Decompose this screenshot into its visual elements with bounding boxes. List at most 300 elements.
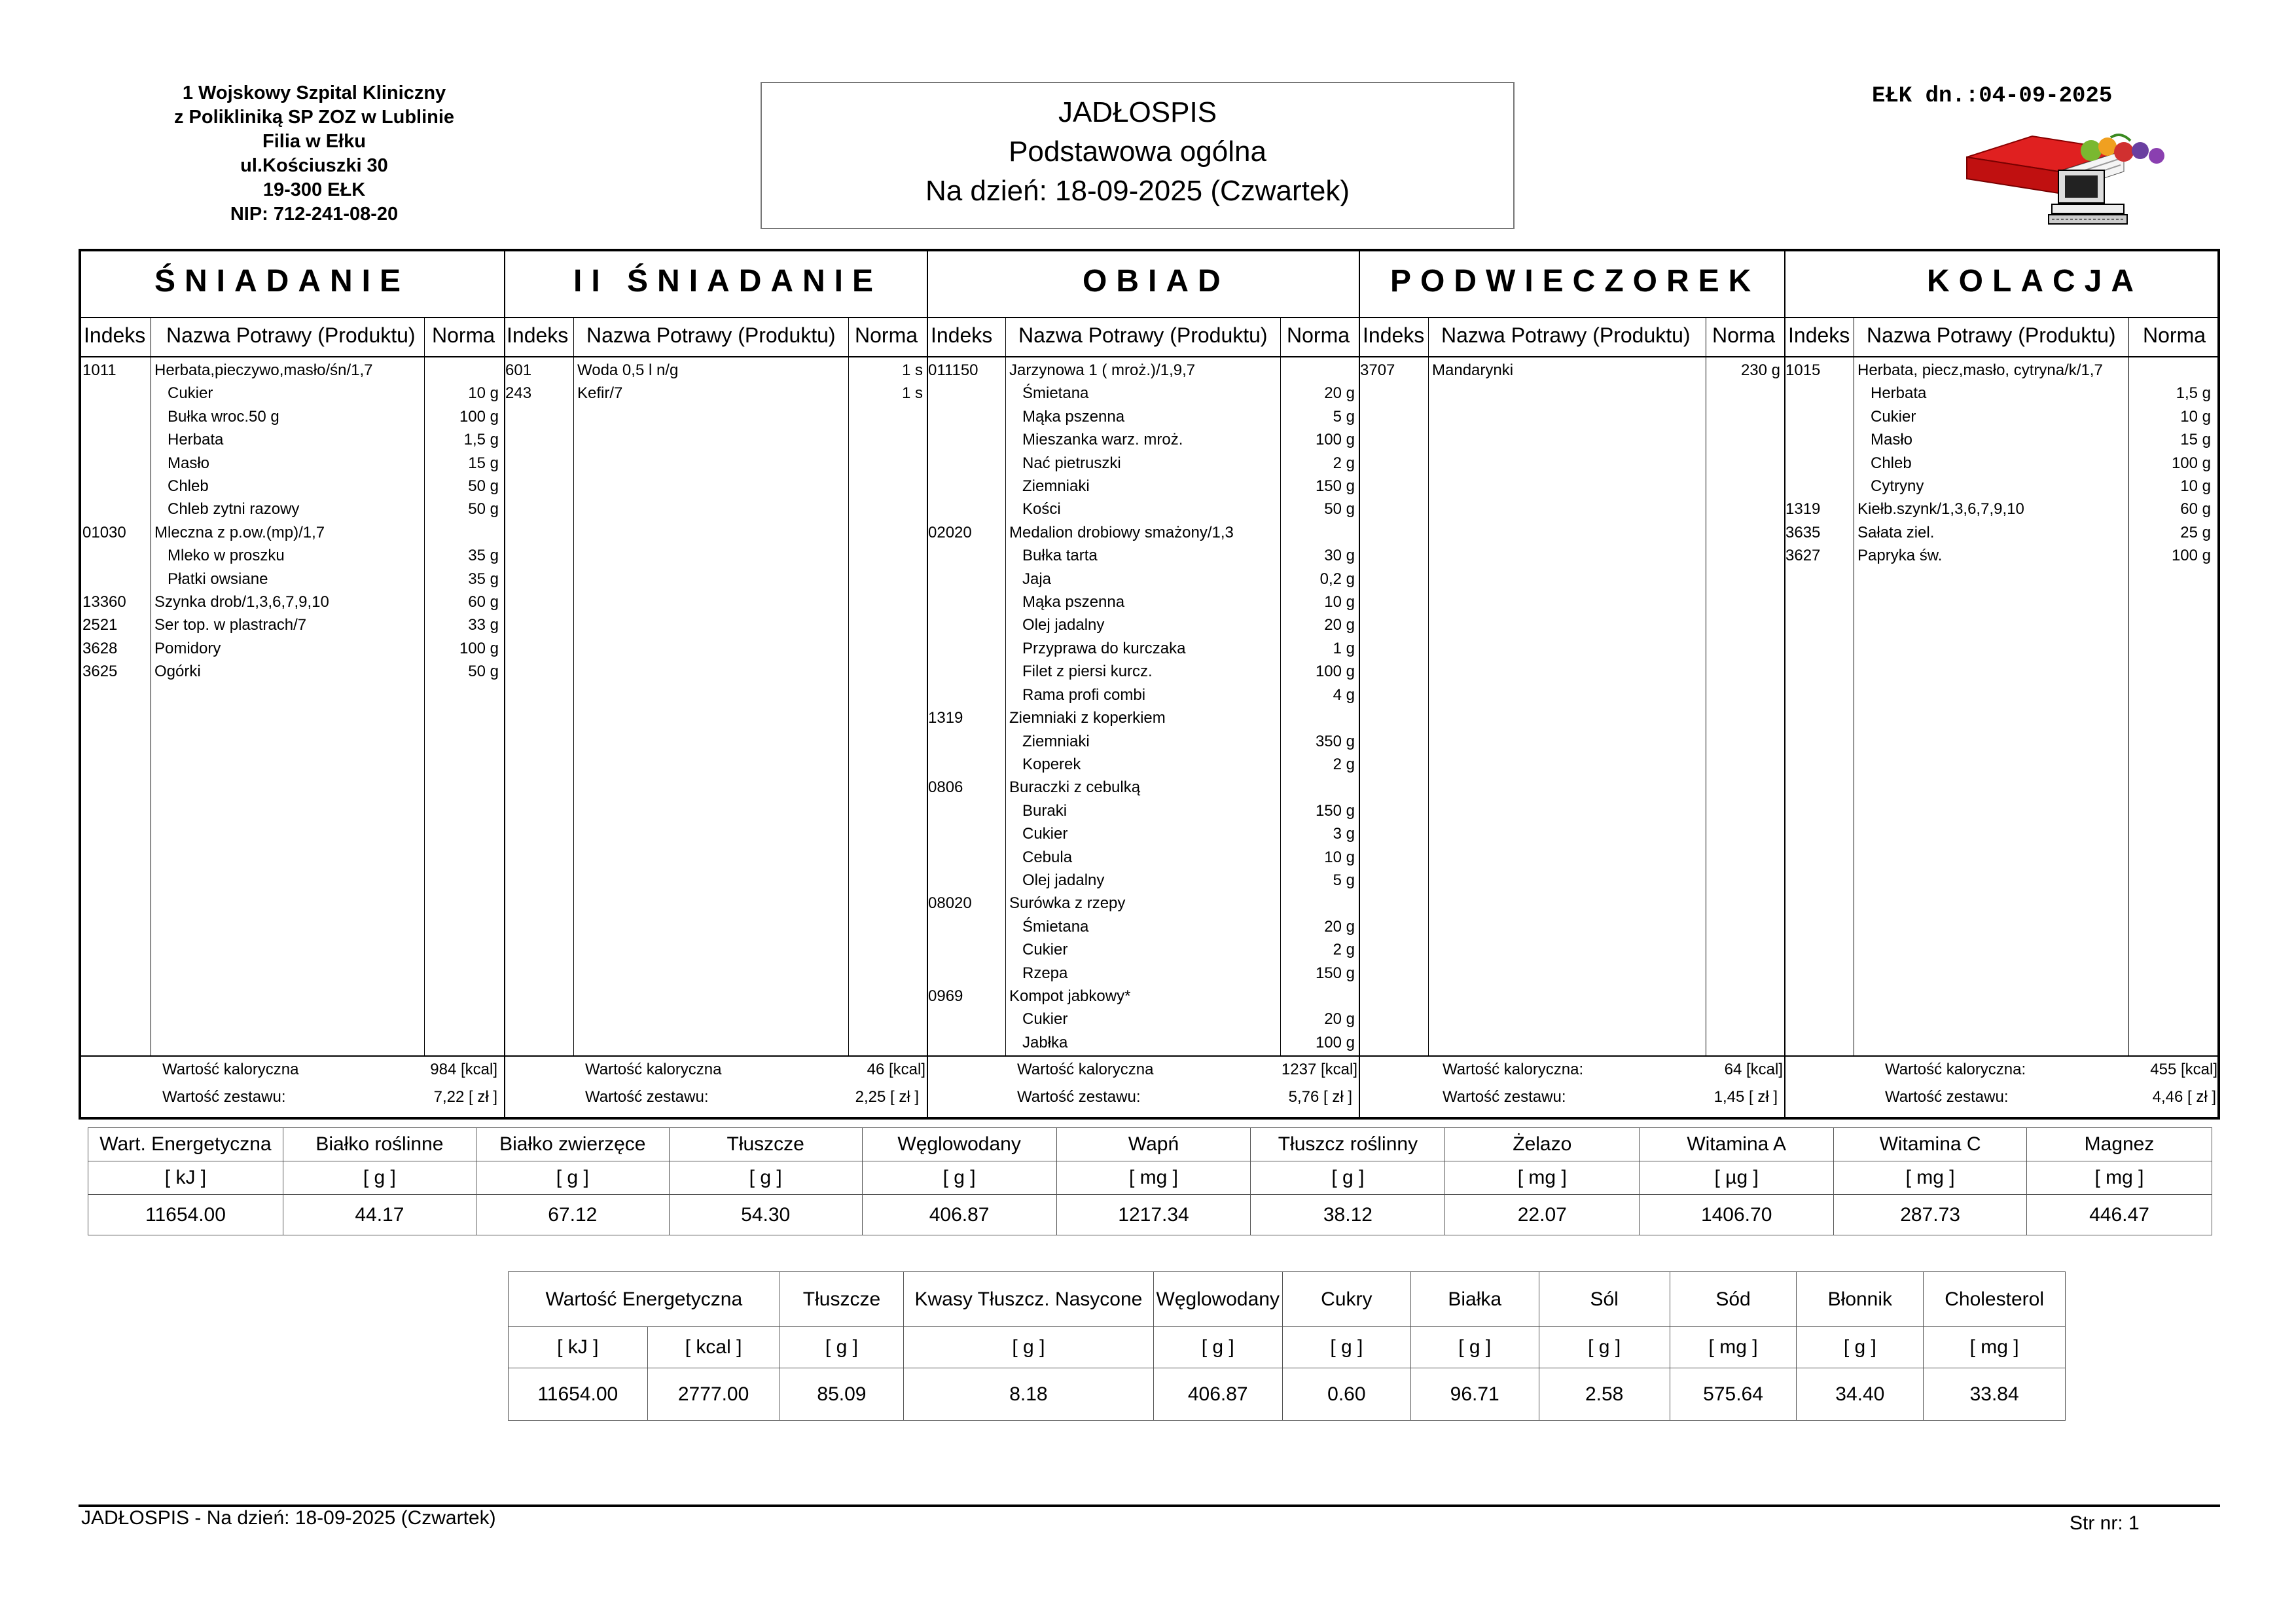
item-index: 1015 (1785, 361, 1821, 379)
item-name: Płatki owsiane (154, 570, 268, 588)
item-norm: 35 g (468, 547, 499, 565)
item-index (928, 915, 1003, 938)
nutrient-unit: [ g ] (1410, 1327, 1539, 1368)
item-index (928, 405, 1003, 428)
nutrient-value: 406.87 (1153, 1368, 1282, 1421)
item-norm: 150 g (1315, 477, 1355, 496)
item-name: Śmietana (1009, 384, 1089, 403)
meal-3-name-col (1432, 359, 1700, 382)
item-norm: 100 g (1315, 431, 1355, 449)
nutrient-header: Wart. Energetyczna (88, 1128, 283, 1161)
item-index: 243 (505, 384, 532, 403)
nutrient-unit: [ mg ] (1924, 1327, 2066, 1368)
item-index (928, 428, 1003, 451)
item-index: 3628 (82, 639, 118, 657)
item-index (928, 822, 1003, 845)
hospital-line: Filia w Ełku (262, 131, 366, 152)
footer-title: JADŁOSPIS - Na dzień: 18-09-2025 (Czwartek) (81, 1507, 496, 1529)
page-title: JADŁOSPIS (1058, 96, 1217, 128)
item-name: Bułka wroc.50 g (154, 407, 279, 426)
meal-3-index-col (1360, 359, 1426, 382)
nutrient-unit: [ g ] (1282, 1327, 1410, 1368)
col-header-norm: Norma (432, 323, 495, 347)
nutrient-value: 34.40 (1797, 1368, 1924, 1421)
nutrient-unit: [ g ] (669, 1161, 862, 1195)
item-norm: 2 g (1333, 454, 1355, 472)
nutrient-header: Sód (1670, 1272, 1797, 1327)
nutrient-value: 96.71 (1410, 1368, 1539, 1421)
item-name: Kości (1009, 500, 1061, 519)
item-name: Jaja (1009, 570, 1052, 588)
price-value: 4,46 [ zł ] (2152, 1088, 2216, 1106)
item-norm: 15 g (2180, 431, 2211, 449)
item-name: Rzepa (1009, 964, 1068, 982)
item-norm: 150 g (1315, 801, 1355, 820)
col-header-index: Indeks (507, 323, 569, 347)
item-index (928, 962, 1003, 985)
item-norm: 100 g (1315, 663, 1355, 681)
item-index (928, 568, 1003, 591)
price-label: Wartość zestawu: (1443, 1088, 1566, 1106)
item-name: Ser top. w plastrach/7 (154, 616, 307, 634)
nutrient-header: Wartość Energetyczna (509, 1272, 780, 1327)
col-header-norm: Norma (1287, 323, 1350, 347)
item-index (928, 452, 1003, 475)
page-number: Str nr: 1 (2070, 1512, 2140, 1534)
item-name: Mąka pszenna (1009, 407, 1125, 426)
item-norm: 100 g (459, 639, 499, 657)
nutrient-header: Kwasy Tłuszcz. Nasycone (904, 1272, 1153, 1327)
nutrient-value: 2.58 (1539, 1368, 1670, 1421)
nutrient-value: 0.60 (1282, 1368, 1410, 1421)
item-name: Cukier (1009, 1010, 1068, 1029)
nutrient-value: 67.12 (476, 1195, 669, 1235)
item-index: 3625 (82, 663, 118, 681)
item-index (928, 938, 1003, 961)
item-norm (1283, 776, 1355, 799)
item-index (928, 660, 1003, 683)
item-norm: 1 s (901, 361, 923, 379)
item-index: 601 (505, 361, 532, 379)
item-index (82, 405, 148, 428)
hospital-address (131, 81, 497, 227)
item-name: Cukier (154, 384, 213, 403)
item-norm (428, 521, 499, 544)
nutrient-unit: [ mg ] (1834, 1161, 2027, 1195)
item-index (82, 475, 148, 498)
nutrition-2-value-row (509, 1368, 2066, 1421)
item-norm: 20 g (1324, 917, 1355, 936)
meal-title-breakfast: ŚNIADANIE (154, 264, 410, 299)
kcal-label: Wartość kaloryczna: (1443, 1061, 1584, 1078)
item-norm (1283, 359, 1355, 382)
item-index: 2521 (82, 616, 118, 634)
item-index: 0806 (928, 778, 963, 797)
col-header-name: Nazwa Potrawy (Produktu) (1441, 323, 1691, 347)
nutrition-2-header-row (509, 1272, 2066, 1327)
nutrition-1-header-row (88, 1128, 2212, 1161)
item-index (928, 498, 1003, 520)
item-name: Ziemniaki (1009, 732, 1090, 750)
item-norm: 5 g (1333, 407, 1355, 426)
nutrient-unit: [ g ] (862, 1161, 1056, 1195)
meal-3-norm-col (1708, 359, 1780, 382)
item-name: Jarzynowa 1 ( mroż.)/1,9,7 (1009, 361, 1196, 379)
nutrient-value: 33.84 (1924, 1368, 2066, 1421)
item-index (82, 452, 148, 475)
item-name: Olej jadalny (1009, 616, 1105, 634)
item-norm: 35 g (468, 570, 499, 588)
hospital-line: NIP: 712-241-08-20 (230, 204, 399, 225)
nutrient-header: Błonnik (1797, 1272, 1924, 1327)
item-norm: 2 g (1333, 941, 1355, 959)
item-norm: 50 g (468, 477, 499, 496)
item-name: Jabłka (1009, 1033, 1068, 1051)
item-name: Filet z piersi kurcz. (1009, 663, 1153, 681)
item-name: Bułka tarta (1009, 547, 1098, 565)
nutrient-header: Cukry (1282, 1272, 1410, 1327)
col-header-index: Indeks (1788, 323, 1850, 347)
meal-title-second-breakfast: II ŚNIADANIE (573, 264, 883, 299)
item-norm: 10 g (2180, 407, 2211, 426)
item-name: Cukier (1857, 407, 1916, 426)
meal-title-lunch: OBIAD (1083, 264, 1230, 299)
item-index (1785, 428, 1851, 451)
nutrient-value: 1406.70 (1640, 1195, 1834, 1235)
nutrient-header: Cholesterol (1924, 1272, 2066, 1327)
kcal-value: 455 [kcal] (2150, 1061, 2217, 1078)
nutrient-value: 2777.00 (647, 1368, 780, 1421)
item-name: Sałata ziel. (1857, 523, 1935, 541)
item-index: 02020 (928, 523, 972, 541)
hospital-line: 19-300 EŁK (262, 179, 366, 200)
item-name: Kiełb.szynk/1,3,6,7,9,10 (1857, 500, 2024, 519)
item-name: Koperek (1009, 755, 1081, 773)
item-index: 01030 (82, 523, 126, 541)
item-index (928, 799, 1003, 822)
nutrient-unit: [ mg ] (1670, 1327, 1797, 1368)
item-norm (1283, 985, 1355, 1008)
kcal-label: Wartość kaloryczna (1017, 1061, 1154, 1078)
nutrient-unit: [ g ] (1251, 1161, 1445, 1195)
item-index: 13360 (82, 593, 126, 611)
item-name: Mandarynki (1432, 361, 1514, 379)
book-fruit-computer-icon (1960, 131, 2183, 229)
nutrient-header: Witamina A (1640, 1128, 1834, 1161)
item-index: 3635 (1785, 523, 1821, 541)
item-name: Rama profi combi (1009, 685, 1146, 704)
item-norm (1283, 706, 1355, 729)
item-name: Kefir/7 (577, 384, 623, 403)
item-norm: 1,5 g (2176, 384, 2211, 403)
menu-date: Na dzień: 18-09-2025 (Czwartek) (925, 175, 1350, 207)
item-name: Szynka drob/1,3,6,7,9,10 (154, 593, 329, 611)
nutrient-value: 8.18 (904, 1368, 1153, 1421)
nutrient-header: Tłuszcze (780, 1272, 904, 1327)
nutrient-unit: [ kcal ] (647, 1327, 780, 1368)
nutrient-value: 85.09 (780, 1368, 904, 1421)
item-name: Masło (154, 454, 210, 472)
meal-0-name-col (154, 359, 423, 684)
item-norm: 33 g (468, 616, 499, 634)
item-index (928, 544, 1003, 567)
col-header-name: Nazwa Potrawy (Produktu) (1867, 323, 2116, 347)
nutrient-header: Wapń (1056, 1128, 1251, 1161)
item-name: Herbata, piecz,masło, cytryna/k/1,7 (1857, 361, 2103, 379)
item-name: Pomidory (154, 639, 221, 657)
nutrient-value: 54.30 (669, 1195, 862, 1235)
item-norm: 230 g (1740, 361, 1780, 379)
price-value: 5,76 [ zł ] (1288, 1088, 1352, 1106)
meal-title-afternoon-snack: PODWIECZOREK (1390, 264, 1761, 299)
item-norm: 60 g (468, 593, 499, 611)
item-index (928, 591, 1003, 613)
item-name: Buraki (1009, 801, 1067, 820)
item-norm: 60 g (2180, 500, 2211, 519)
meal-0-index-col (82, 359, 148, 684)
item-index (82, 498, 148, 520)
item-norm (2131, 359, 2211, 382)
item-name: Chleb (154, 477, 209, 496)
item-norm: 50 g (468, 663, 499, 681)
price-value: 7,22 [ zł ] (433, 1088, 497, 1106)
nutrition-table-2 (508, 1271, 2066, 1421)
meal-1-name-col (577, 359, 846, 405)
nutrient-value: 406.87 (862, 1195, 1056, 1235)
nutrient-header: Białko roślinne (283, 1128, 476, 1161)
kcal-value: 46 [kcal] (867, 1061, 925, 1078)
meal-4-name-col (1857, 359, 2126, 568)
nutrient-header: Węglowodany (1153, 1272, 1282, 1327)
nutrient-header: Żelazo (1445, 1128, 1640, 1161)
nutrient-value: 287.73 (1834, 1195, 2027, 1235)
item-index (928, 1008, 1003, 1030)
item-index (928, 382, 1003, 405)
item-norm: 20 g (1324, 384, 1355, 403)
item-index: 0969 (928, 987, 963, 1005)
nutrient-value: 44.17 (283, 1195, 476, 1235)
title-box (761, 82, 1515, 229)
col-header-norm: Norma (2143, 323, 2206, 347)
item-norm: 1 s (901, 384, 923, 403)
kcal-label: Wartość kaloryczna: (1885, 1061, 2026, 1078)
item-name: Ziemniaki z koperkiem (1009, 709, 1166, 727)
item-name: Cukier (1009, 941, 1068, 959)
item-index (1785, 382, 1851, 405)
nutrient-unit: [ g ] (283, 1161, 476, 1195)
nutrition-1-value-row (88, 1195, 2212, 1235)
col-header-name: Nazwa Potrawy (Produktu) (1018, 323, 1268, 347)
meal-2-name-col (1009, 359, 1278, 1054)
item-norm: 10 g (1324, 593, 1355, 611)
nutrition-table-1 (88, 1127, 2212, 1235)
item-name: Chleb (1857, 454, 1912, 472)
col-header-norm: Norma (855, 323, 918, 347)
item-index (1785, 405, 1851, 428)
price-label: Wartość zestawu: (1017, 1088, 1141, 1106)
item-name: Surówka z rzepy (1009, 894, 1126, 913)
nutrient-value: 1217.34 (1056, 1195, 1251, 1235)
hospital-line: ul.Kościuszki 30 (240, 155, 388, 176)
nutrient-unit: [ g ] (780, 1327, 904, 1368)
item-index (928, 1031, 1003, 1054)
meal-title-supper: KOLACJA (1927, 264, 2144, 299)
price-label: Wartość zestawu: (1885, 1088, 2009, 1106)
item-index (928, 613, 1003, 636)
nutrient-header: Witamina C (1834, 1128, 2027, 1161)
item-name: Masło (1857, 431, 1913, 449)
nutrient-unit: [ g ] (1539, 1327, 1670, 1368)
nutrient-unit: [ g ] (1797, 1327, 1924, 1368)
nutrient-unit: [ mg ] (1056, 1161, 1251, 1195)
item-norm (1283, 892, 1355, 915)
item-index (1785, 475, 1851, 498)
item-norm (1283, 521, 1355, 544)
meal-2-norm-col (1283, 359, 1355, 1054)
item-name: Medalion drobiowy smażony/1,3 (1009, 523, 1234, 541)
kcal-value: 1237 [kcal] (1281, 1061, 1357, 1078)
kcal-value: 64 [kcal] (1724, 1061, 1783, 1078)
item-norm: 10 g (468, 384, 499, 403)
nutrition-2-unit-row (509, 1327, 2066, 1368)
item-index (82, 428, 148, 451)
nutrient-header: Magnez (2027, 1128, 2212, 1161)
meal-1-norm-col (851, 359, 923, 405)
nutrient-value: 575.64 (1670, 1368, 1797, 1421)
nutrient-unit: [ mg ] (1445, 1161, 1640, 1195)
item-index: 1319 (1785, 500, 1821, 519)
item-name: Mieszanka warz. mroż. (1009, 431, 1183, 449)
nutrient-header: Tłuszcze (669, 1128, 862, 1161)
item-index (928, 869, 1003, 892)
item-name: Herbata (1857, 384, 1927, 403)
item-norm: 350 g (1315, 732, 1355, 750)
nutrient-header: Białka (1410, 1272, 1539, 1327)
item-norm: 10 g (2180, 477, 2211, 496)
item-norm (428, 359, 499, 382)
item-norm: 1,5 g (463, 431, 499, 449)
meal-4-index-col (1785, 359, 1851, 568)
item-name: Buraczki z cebulką (1009, 778, 1141, 797)
item-name: Woda 0,5 l n/g (577, 361, 679, 379)
item-index (82, 382, 148, 405)
item-norm: 1 g (1333, 639, 1355, 657)
item-index: 08020 (928, 894, 972, 913)
item-norm: 3 g (1333, 825, 1355, 843)
hospital-line: z Polikliniką SP ZOZ w Lublinie (173, 107, 455, 128)
item-norm: 100 g (1315, 1033, 1355, 1051)
nutrient-unit: [ µg ] (1640, 1161, 1834, 1195)
item-norm: 20 g (1324, 616, 1355, 634)
item-norm: 50 g (1324, 500, 1355, 519)
item-name: Herbata (154, 431, 224, 449)
kcal-value: 984 [kcal] (430, 1061, 497, 1078)
item-norm: 100 g (2171, 547, 2211, 565)
item-norm: 50 g (468, 500, 499, 519)
item-name: Olej jadalny (1009, 871, 1105, 889)
item-index: 3707 (1360, 361, 1395, 379)
col-header-name: Nazwa Potrawy (Produktu) (586, 323, 836, 347)
nutrient-unit: [ g ] (1153, 1327, 1282, 1368)
item-norm: 20 g (1324, 1010, 1355, 1029)
item-index (928, 684, 1003, 706)
item-index (82, 544, 148, 567)
kcal-label: Wartość kaloryczna (585, 1061, 722, 1078)
item-norm: 15 g (468, 454, 499, 472)
hospital-line: 1 Wojskowy Szpital Kliniczny (182, 82, 446, 103)
item-index (82, 568, 148, 591)
nutrient-unit: [ kJ ] (509, 1327, 648, 1368)
nutrient-unit: [ g ] (904, 1327, 1153, 1368)
item-index: 011150 (928, 361, 978, 379)
item-name: Mleko w proszku (154, 547, 285, 565)
col-header-index: Indeks (84, 323, 146, 347)
price-value: 1,45 [ zł ] (1713, 1088, 1778, 1106)
item-index (928, 753, 1003, 776)
item-norm: 30 g (1324, 547, 1355, 565)
item-name: Herbata,pieczywo,masło/śn/1,7 (154, 361, 373, 379)
item-name: Cytryny (1857, 477, 1924, 496)
price-label: Wartość zestawu: (585, 1088, 709, 1106)
item-norm: 4 g (1333, 685, 1355, 704)
nutrition-1-unit-row (88, 1161, 2212, 1195)
nutrient-unit: [ mg ] (2027, 1161, 2212, 1195)
price-label: Wartość zestawu: (162, 1088, 286, 1106)
item-index: 1319 (928, 709, 963, 727)
nutrient-value: 11654.00 (509, 1368, 648, 1421)
item-index (1785, 452, 1851, 475)
item-norm: 0,2 g (1319, 570, 1355, 588)
col-header-index: Indeks (1363, 323, 1425, 347)
print-date: EŁK dn.:04-09-2025 (1872, 84, 2113, 109)
nutrient-header: Białko zwierzęce (476, 1128, 669, 1161)
meal-1-index-col (505, 359, 571, 405)
item-name: Przyprawa do kurczaka (1009, 639, 1186, 657)
diet-name: Podstawowa ogólna (1009, 136, 1266, 168)
col-header-name: Nazwa Potrawy (Produktu) (166, 323, 416, 347)
item-norm: 100 g (459, 407, 499, 426)
item-name: Ogórki (154, 663, 201, 681)
item-name: Cukier (1009, 825, 1068, 843)
item-name: Chleb zytni razowy (154, 500, 300, 519)
nutrient-unit: [ g ] (476, 1161, 669, 1195)
col-header-norm: Norma (1712, 323, 1776, 347)
item-name: Kompot jabkowy* (1009, 987, 1131, 1005)
nutrient-value: 446.47 (2027, 1195, 2212, 1235)
item-name: Nać pietruszki (1009, 454, 1121, 472)
item-name: Cebula (1009, 848, 1073, 866)
nutrient-unit: [ kJ ] (88, 1161, 283, 1195)
nutrient-value: 11654.00 (88, 1195, 283, 1235)
item-name: Papryka św. (1857, 547, 1943, 565)
meal-0-norm-col (428, 359, 499, 684)
item-norm: 25 g (2180, 523, 2211, 541)
item-index: 1011 (82, 361, 117, 379)
nutrient-value: 22.07 (1445, 1195, 1640, 1235)
item-norm: 100 g (2171, 454, 2211, 472)
kcal-label: Wartość kaloryczna (162, 1061, 299, 1078)
col-header-index: Indeks (931, 323, 993, 347)
nutrient-header: Tłuszcz roślinny (1251, 1128, 1445, 1161)
item-norm: 5 g (1333, 871, 1355, 889)
nutrient-header: Sól (1539, 1272, 1670, 1327)
item-norm: 10 g (1324, 848, 1355, 866)
item-index (928, 730, 1003, 753)
price-value: 2,25 [ zł ] (855, 1088, 919, 1106)
item-norm: 150 g (1315, 964, 1355, 982)
item-index (928, 637, 1003, 660)
item-name: Mleczna z p.ow.(mp)/1,7 (154, 523, 325, 541)
